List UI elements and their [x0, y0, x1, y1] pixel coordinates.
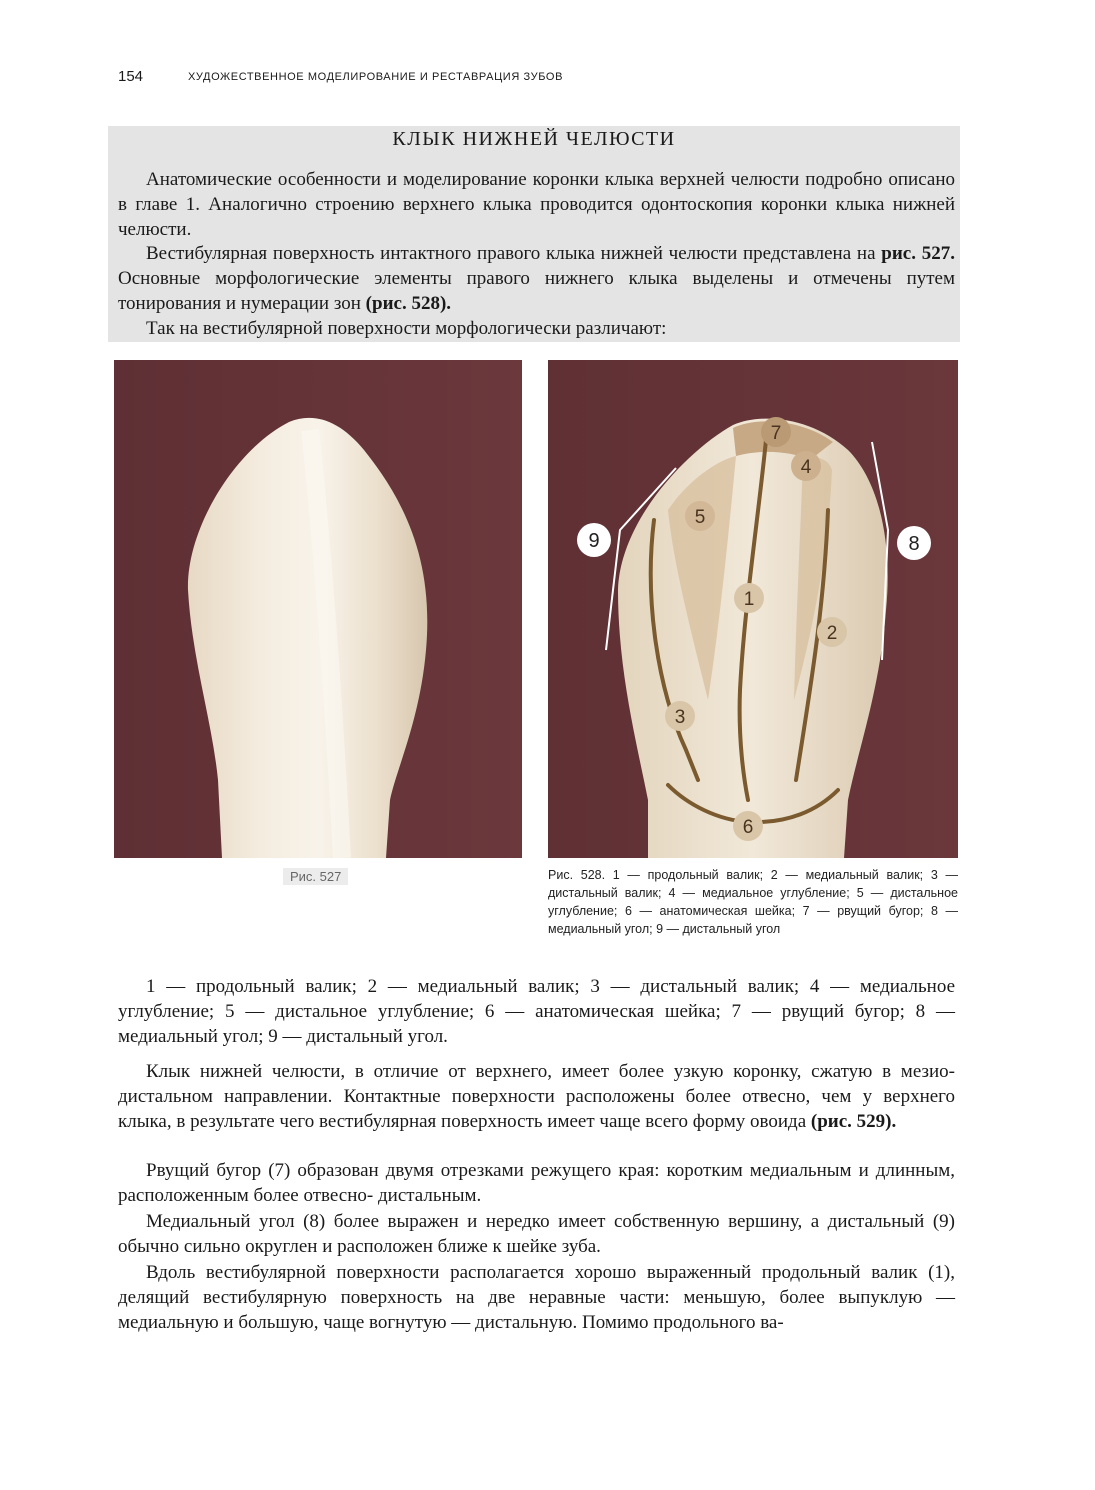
body-paragraph-7: Медиальный угол (8) более выражен и нередко имеет собственную вершину, а дистальный (9) обычно сильно округлен и расположен ближе к шейке зуба.: [118, 1211, 955, 1257]
label-3: 3: [674, 707, 686, 728]
label-5: 5: [694, 507, 706, 528]
intro-paragraph-3: Так на вестибулярной поверхности морфологически различают:: [146, 318, 667, 339]
figure-ref-527: рис. 527.: [881, 243, 956, 264]
tooth-photo-527: [114, 360, 522, 858]
figure-ref-529: (рис. 529).: [810, 1111, 897, 1132]
label-2: 2: [826, 623, 838, 644]
label-9: 9: [588, 530, 600, 552]
section-title: КЛЫК НИЖНЕЙ ЧЕЛЮСТИ: [392, 128, 676, 150]
label-6: 6: [742, 817, 754, 838]
page-number: 154: [118, 68, 144, 85]
body-paragraph-5: Клык нижней челюсти, в отличие от верхнего, имеет более узкую коронку, сжатую в мезио-дистальном направлении. Контактные поверхности расположены более отвесно, чем у верхнего клыка, в результате чего вестибулярная поверхность имеет чаще всего форму овоида (рис. 529).: [118, 1061, 955, 1132]
label-7: 7: [770, 423, 782, 444]
figure-527-photo: [114, 360, 522, 858]
label-8: 8: [908, 533, 920, 555]
figure-ref-528: (рис. 528).: [365, 293, 452, 314]
body-paragraph-8: Вдоль вестибулярной поверхности располагается хорошо выраженный продольный валик (1), делящий вестибулярную поверхность на две неравные части: меньшую, более выпуклую — медиальную и большую, чаще вогнутую — дистальную. Помимо продольного ва-: [118, 1262, 955, 1333]
figure-528-annotated: [548, 360, 958, 858]
tooth-diagram-528: [548, 360, 958, 858]
label-1: 1: [743, 589, 755, 610]
running-title: ХУДОЖЕСТВЕННОЕ МОДЕЛИРОВАНИЕ И РЕСТАВРАЦИЯ ЗУБОВ: [188, 71, 564, 83]
figure-527-caption: Рис. 527: [283, 868, 348, 885]
label-4: 4: [800, 457, 812, 478]
intro-paragraph-2: Вестибулярная поверхность интактного правого клыка нижней челюсти представлена на рис. 527. Основные морфологические элементы правого нижнего клыка выделены и отмечены путем тонирования и нумерации зон (рис. 528).: [118, 243, 956, 314]
intro-paragraph-1: Анатомические особенности и моделирование коронки клыка верхней челюсти подробно описано в главе 1. Аналогично строению верхнего клыка проводится одонтоскопия коронки клыка нижней челюсти.: [118, 169, 955, 240]
figure-528-caption: Рис. 528. 1 — продольный валик; 2 — медиальный валик; 3 — дистальный валик; 4 — медиальное углубление; 5 — дистальное углубление; 6 — анатомическая шейка; 7 — рвущий бугор; 8 — медиальный угол; 9 — дистальный угол: [548, 868, 958, 936]
body-paragraph-list: 1 — продольный валик; 2 — медиальный валик; 3 — дистальный валик; 4 — медиальное углубление; 5 — дистальное углубление; 6 — анатомическая шейка; 7 — рвущий бугор; 8 — медиальный угол; 9 — дистальный угол.: [118, 976, 955, 1047]
body-paragraph-6: Рвущий бугор (7) образован двумя отрезками режущего края: коротким медиальным и длинным, расположенным более отвесно- дистальным.: [118, 1160, 955, 1206]
running-header: [118, 68, 960, 90]
